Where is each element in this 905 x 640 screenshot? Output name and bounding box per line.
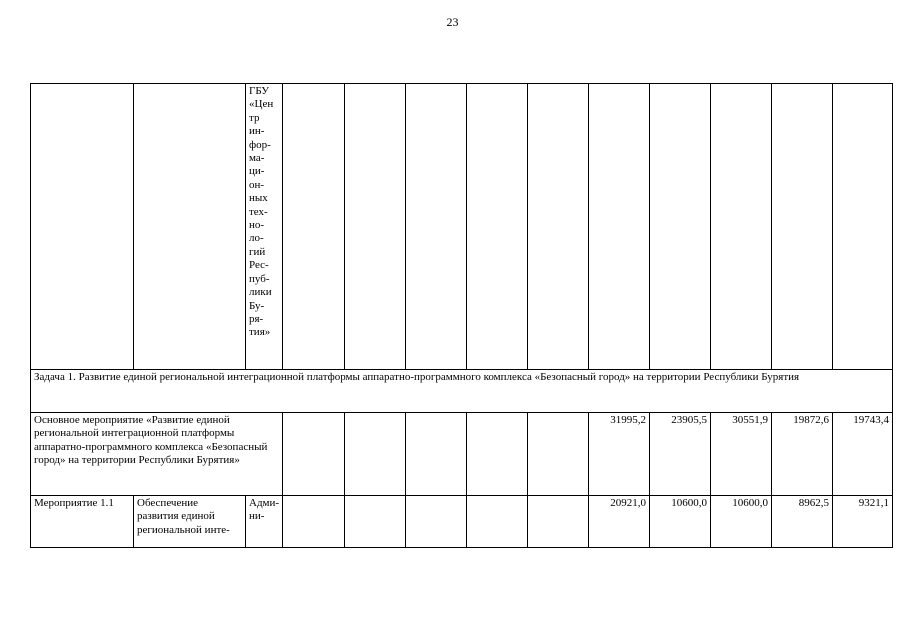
event-name: Обеспечение развития единой региональной инте- — [134, 496, 246, 548]
table-cell — [711, 84, 772, 370]
value-cell: 31995,2 — [589, 413, 650, 496]
table-cell — [134, 84, 246, 370]
table-cell — [467, 84, 528, 370]
value-cell: 10600,0 — [650, 496, 711, 548]
table-row — [31, 496, 893, 548]
value-cell: 10600,0 — [711, 496, 772, 548]
table-cell — [528, 84, 589, 370]
value-cell: 8962,5 — [772, 496, 833, 548]
table-row — [31, 413, 893, 496]
task-heading: Задача 1. Развитие единой региональной интеграционной платформы аппаратно-программного комплекса «Безопасный город» на территории Республики Бурятия — [31, 370, 893, 413]
page-number: 23 — [446, 15, 459, 29]
table-cell — [283, 496, 345, 548]
value-cell: 19743,4 — [833, 413, 893, 496]
table-cell — [467, 496, 528, 548]
table-cell — [406, 84, 467, 370]
event-executor: Адми- ни- — [246, 496, 283, 548]
value-cell: 23905,5 — [650, 413, 711, 496]
value-cell: 20921,0 — [589, 496, 650, 548]
table-cell — [345, 413, 406, 496]
table-row — [31, 370, 893, 413]
table-cell — [345, 84, 406, 370]
value-cell: 30551,9 — [711, 413, 772, 496]
table-cell — [406, 496, 467, 548]
main-event-name: Основное мероприятие «Развитие единой региональной интеграционной платформы аппаратно-программного комплекса «Безопасный город» на территории Республики Бурятия» — [31, 413, 283, 496]
event-label: Мероприятие 1.1 — [31, 496, 134, 548]
value-cell: 19872,6 — [772, 413, 833, 496]
table-cell — [31, 84, 134, 370]
table-row — [31, 84, 893, 370]
table-cell — [772, 84, 833, 370]
executor-cell: ГБУ «Цен тр ин- фор- ма- ци- он- ных тех- но- ло- гий Рес- пуб- лики Бу- ря- тия» — [246, 84, 283, 370]
table-cell — [283, 413, 345, 496]
table-cell — [406, 413, 467, 496]
table-cell — [528, 496, 589, 548]
table-cell — [283, 84, 345, 370]
table-cell — [467, 413, 528, 496]
table-cell — [833, 84, 893, 370]
program-table — [30, 83, 893, 548]
table-cell — [650, 84, 711, 370]
table-cell — [528, 413, 589, 496]
table-cell — [345, 496, 406, 548]
value-cell: 9321,1 — [833, 496, 893, 548]
table-cell — [589, 84, 650, 370]
